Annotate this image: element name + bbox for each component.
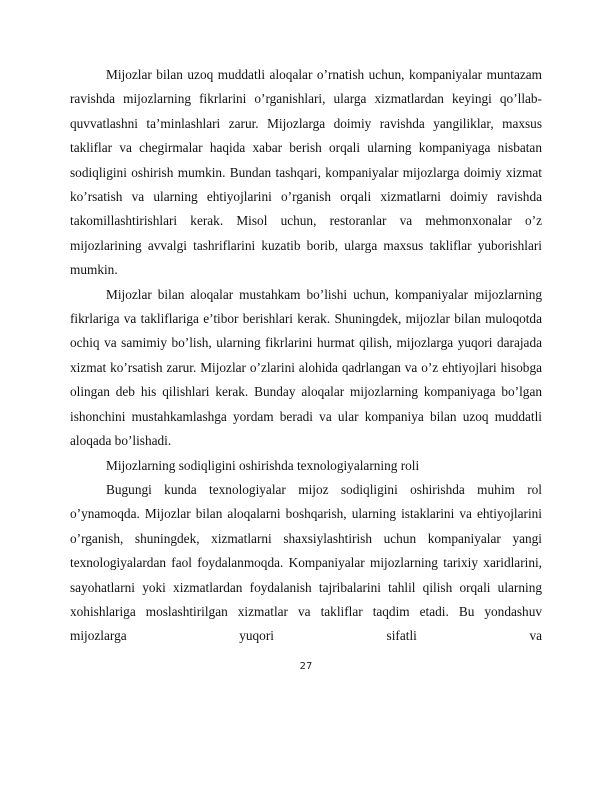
paragraph-strong-relations: Mijozlar bilan aloqalar mustahkam bo’lishi uchun, kompaniyalar mijozlarning fikrlariga va takliflariga e’tibor berishlari kerak. Shuningdek, mijozlar bilan muloqotda ochiq va samimiy bo’lish, ularning fikrlarini hurmat qilish, mijozlarga yuqori darajada xizmat ko’rsatish zarur. Mijozlar o’zlarini alohida qadrlangan va o’z ehtiyojlari hisobga olingan deb his qilishlari kerak. Bunday aloqalar mijozlarning kompaniyaga bo’lgan ishonchini mustahkamlashga yordam beradi va ular kompaniya bilan uzoq muddatli aloqada bo’lishadi. xyxy=(70,286,542,449)
paragraph-customer-relations: Mijozlar bilan uzoq muddatli aloqalar o’rnatish uchun, kompaniyalar muntazam ravishda mijozlarning fikrlarini o’rganishlari, ularga xizmatlardan keyingi qo’llab-quvvatlashni ta’minlashlari zarur. Mijozlarga doimiy ravishda yangiliklar, maxsus takliflar va chegirmalar haqida xabar berish orqali ularning kompaniyaga nisbatan sodiqligini oshirish mumkin. Bundan tashqari, kompaniyalar mijozlarga doimiy xizmat ko’rsatish va ularning ehtiyojlarini o’rganish orqali xizmatlarni doimiy ravishda takomillashtirishlari kerak. Misol uchun, restoranlar va mehmonxonalar o’z mijozlarining avvalgi tashriflarini kuzatib borib, ularga maxsus takliflar yuborishlari mumkin. xyxy=(70,67,542,278)
body-text xyxy=(70,63,542,649)
section-heading: Mijozlarning sodiqligini oshirishda texnologiyalarning roli xyxy=(106,457,420,473)
paragraph-technology-role: Bugungi kunda texnologiyalar mijoz sodiqligini oshirishda muhim rol o’ynamoqda. Mijozlar bilan aloqalarni boshqarish, ularning istaklarini va ehtiyojlarini o’rganish, shuningdek, xizmatlarni shaxsiylashtirish uchun kompaniyalar yangi texnologiyalardan faol foydalanmoqda. Kompaniyalar mijozlarning tarixiy xaridlarini, sayohatlarni yoki xizmatlardan foydalanish tajribalarini tahlil qilish orqali ularning xohishlariga moslashtirilgan xizmatlar va takliflar taqdim etadi. Bu yondashuv mijozlarga yuqori sifatli va xyxy=(70,481,542,644)
page-number: 27 xyxy=(299,661,313,672)
